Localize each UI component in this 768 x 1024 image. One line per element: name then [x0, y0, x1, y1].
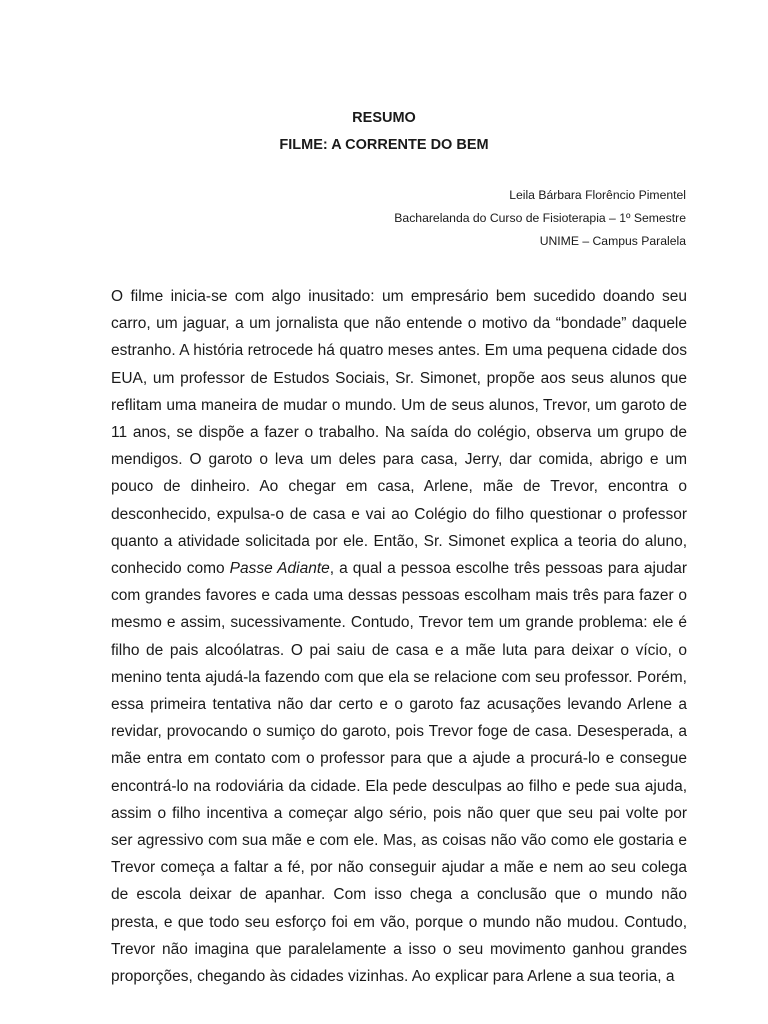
body-paragraph	[111, 283, 687, 990]
body-text-part2: , a qual a pessoa escolhe três pessoas para ajudar com grandes favores e cada uma dessas pessoas escolham mais três para fazer o mesmo e assim, sucessivamente. Contudo, Trevor tem um grande problema: ele é filho de pais alcoólatras. O pai saiu de casa e a mãe luta para deixar o vício, o menino tenta ajudá-la fazendo com que ela se relacione com seu professor. Porém, essa primeira tentativa não dar certo e o garoto faz acusações levando Arlene a revidar, provocando o sumiço do garoto, pois Trevor foge de casa. Desesperada, a mãe entra em contato com o professor para que a ajude a procurá-lo e consegue encontrá-lo na rodoviária da cidade. Ela pede desculpas ao filho e pede sua ajuda, assim o filho incentiva a começar algo sério, pois não quer que seu pai volte por ser agressivo com sua mãe e com ele. Mas, as coisas não vão como ele gostaria e Trevor começa a faltar a fé, por não conseguir ajudar a mãe e nem ao seu colega de escola deixar de apanhar. Com isso chega a conclusão que o mundo não presta, e que todo seu esforço foi em vão, porque o mundo não mudou. Contudo, Trevor não imagina que paralelamente a isso o seu movimento ganhou grandes proporções, chegando às cidades vizinhas. Ao explicar para Arlene a sua teoria, a	[111, 560, 687, 986]
body-text-part1: O filme inicia-se com algo inusitado: um empresário bem sucedido doando seu carro, um jaguar, a um jornalista que não entende o motivo da “bondade” daquele estranho. A história retrocede há quatro meses antes. Em uma pequena cidade dos EUA, um professor de Estudos Sociais, Sr. Simonet, propõe aos seus alunos que reflitam uma maneira de mudar o mundo. Um de seus alunos, Trevor, um garoto de 11 anos, se dispõe a fazer o trabalho. Na saída do colégio, observa um grupo de mendigos. O garoto o leva um deles para casa, Jerry, dar comida, abrigo e um pouco de dinheiro. Ao chegar em casa, Arlene, mãe de Trevor, encontra o desconhecido, expulsa-o de casa e vai ao Colégio do filho questionar o professor quanto a atividade solicitada por ele. Então, Sr. Simonet explica a teoria do aluno, conhecido como	[111, 288, 687, 578]
author-institution: UNIME – Campus Paralela	[539, 234, 686, 248]
document-subtitle: FILME: A CORRENTE DO BEM	[279, 137, 489, 153]
author-name: Leila Bárbara Florêncio Pimentel	[509, 188, 686, 202]
document-title: RESUMO	[352, 110, 416, 126]
body-emphasis: Passe Adiante	[229, 560, 330, 578]
author-course: Bacharelanda do Curso de Fisioterapia – 1º Semestre	[394, 211, 686, 225]
